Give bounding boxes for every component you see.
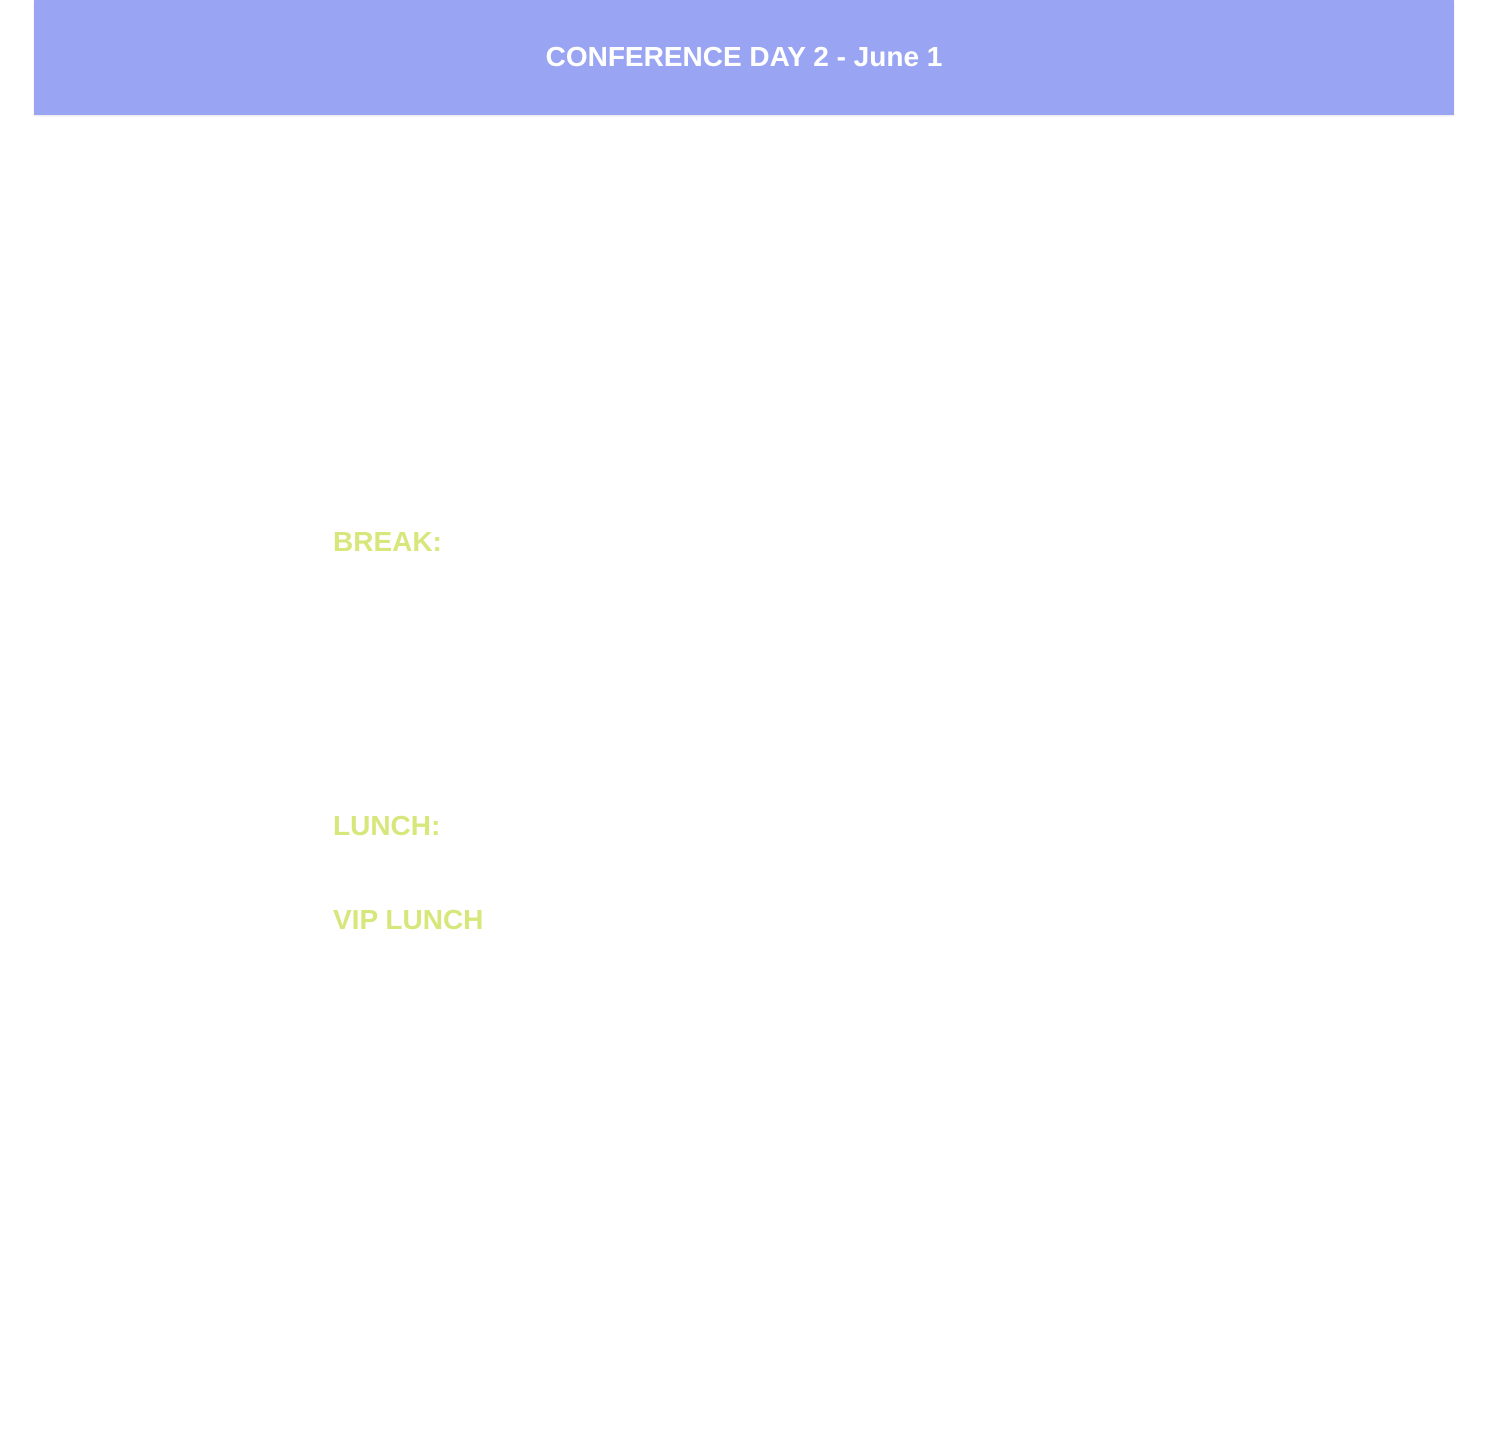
vip-lunch-label: VIP LUNCH — [333, 904, 484, 935]
header-banner — [34, 0, 1454, 115]
break-label: BREAK: — [333, 526, 442, 557]
lunch-label: LUNCH: — [333, 810, 441, 841]
page-title: CONFERENCE DAY 2 - June 1 — [545, 40, 943, 72]
